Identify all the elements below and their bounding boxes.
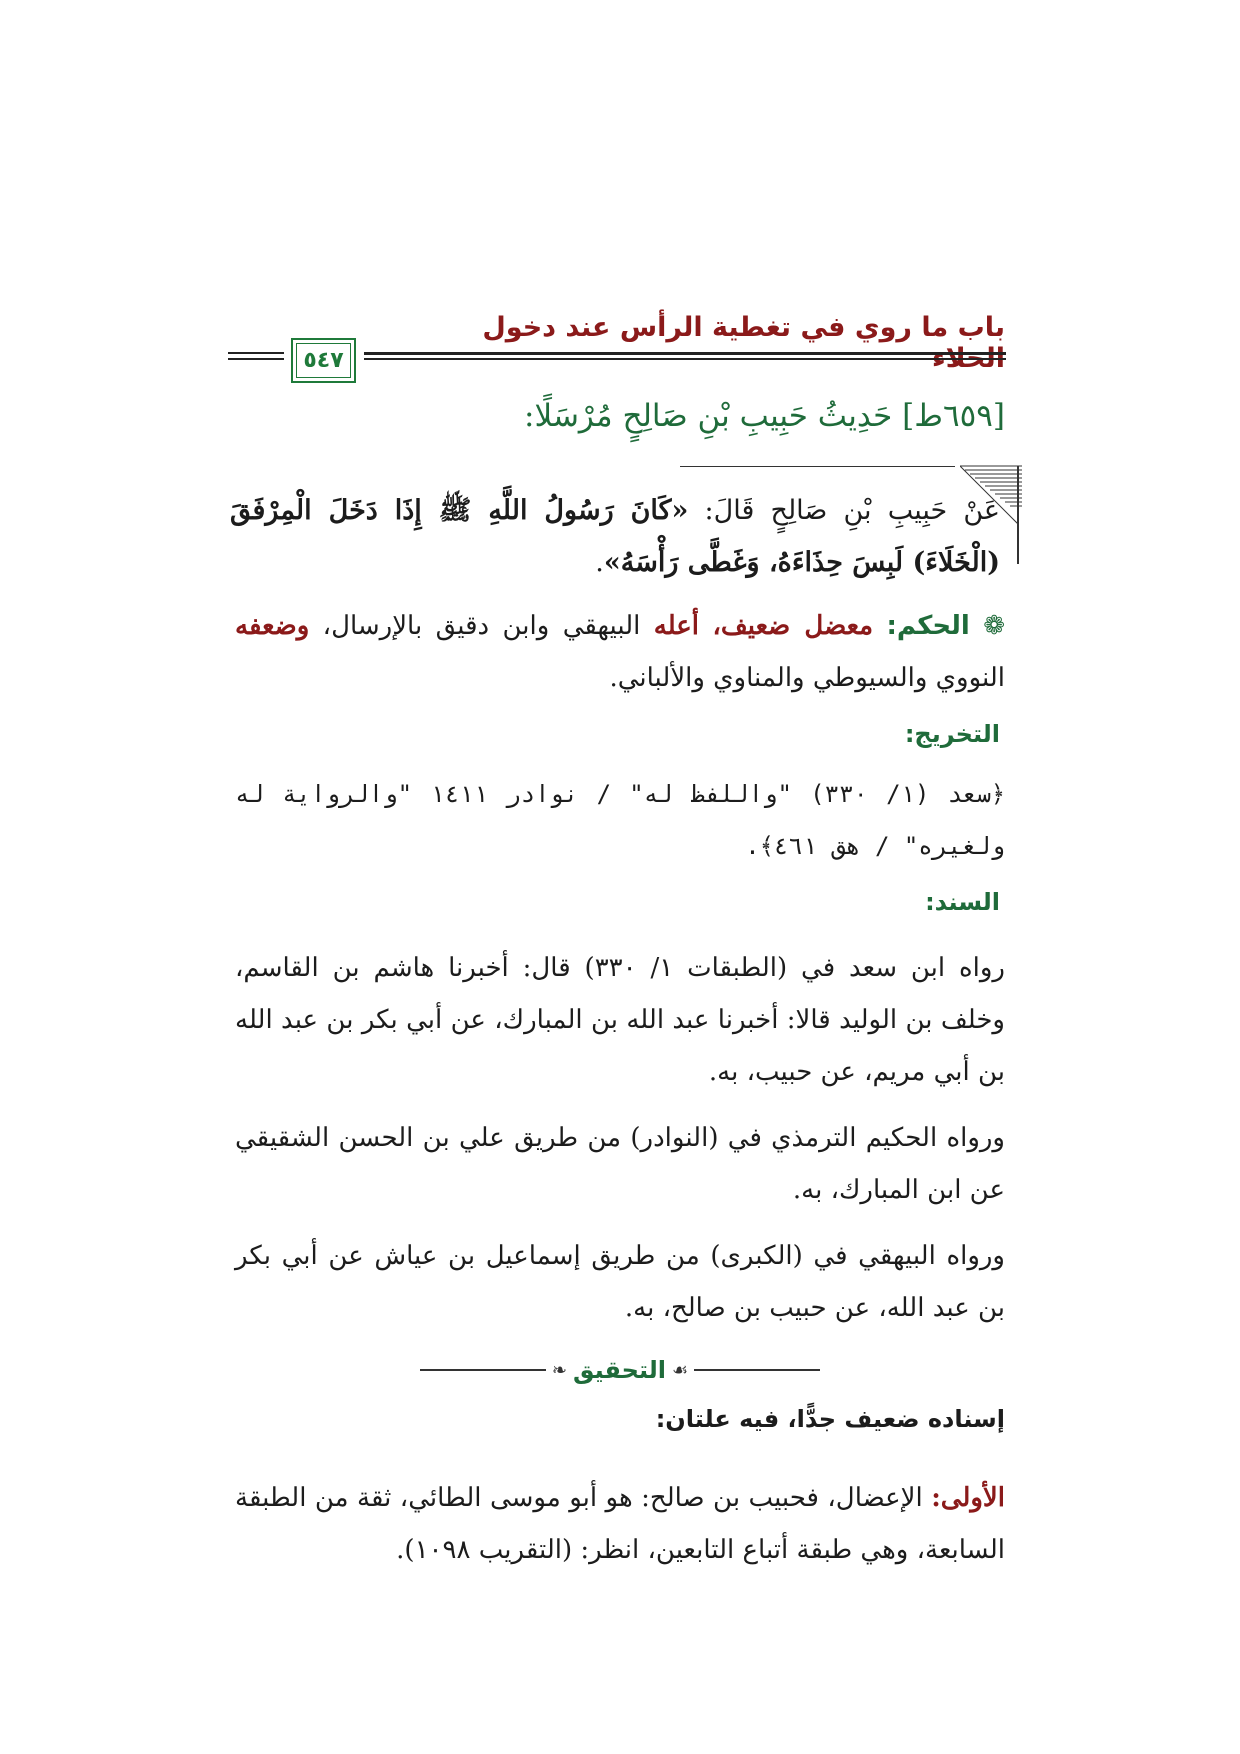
hadith-matn: «كَانَ رَسُولُ اللَّهِ ﷺ إِذَا دَخَلَ الْمِرْفَقَ (الْخَلَاءَ) لَبِسَ حِذَاءَهُ، وَغَطَّى رَأْسَهُ»: [230, 495, 1000, 578]
header-rule-top-left: [228, 352, 284, 354]
hadith-text: [230, 485, 1000, 589]
takhrij-text: ﴿سعد (١/ ٣٣٠) "واللفظ له" / نوادر ١٤١١ "والرواية له ولغيره" / هق ٤٦١﴾.: [235, 780, 1006, 860]
tahqiq-heading: التحقيق: [572, 1356, 666, 1384]
ruling-da3afahu: وضعفه: [235, 611, 310, 641]
ruling-verdict: معضل ضعيف،: [712, 611, 874, 641]
header-rule-top-right: [364, 352, 1006, 355]
divider-ornament-right-icon: ☙: [672, 1359, 689, 1381]
tahqiq-divider: [420, 1355, 820, 1385]
tahqiq-summary: إسناده ضعيف جدًّا، فيه علتان:: [655, 1405, 1005, 1433]
running-title: باب ما روي في تغطية الرأس عند دخول الخلاء: [482, 312, 1005, 374]
divider-ornament-left-icon: ❧: [551, 1359, 567, 1381]
header-rule-bottom-right: [364, 358, 1006, 360]
ruling-label: الحكم:: [886, 611, 970, 641]
takhrij-heading: التخريج:: [904, 720, 1000, 748]
header-rule-bottom-left: [228, 358, 284, 360]
hadith-intro: عَنْ حَبِيبِ بْنِ صَالِحٍ قَالَ:: [688, 495, 1000, 526]
hadith-rule: [680, 466, 955, 467]
page-number: ٥٤٧: [303, 348, 344, 373]
divider-line-right: [694, 1369, 820, 1371]
first-illness-text: الإعضال، فحبيب بن صالح: هو أبو موسى الطائي، ثقة من الطبقة السابعة، وهي طبقة أتباع التابعين، انظر: (التقريب ١٠٩٨).: [235, 1483, 1005, 1565]
sanad-paragraph-2: ورواه الحكيم الترمذي في (النوادر) من طريق علي بن الحسن الشقيقي عن ابن المبارك، به.: [235, 1123, 1005, 1205]
flower-ornament-icon: ❁: [983, 611, 1005, 641]
ruling-end: النووي والسيوطي والمناوي والألباني.: [609, 663, 1005, 693]
hadith-end: .: [595, 547, 604, 578]
first-illness-label: الأولى:: [931, 1483, 1005, 1513]
sanad-paragraph-3: ورواه البيهقي في (الكبرى) من طريق إسماعيل بن عياش عن أبي بكر بن عبد الله، عن حبيب بن صالح، به.: [235, 1241, 1005, 1323]
hadith-heading: [٦٥٩ط] حَدِيثُ حَبِيبِ بْنِ صَالِحٍ مُرْسَلًا:: [524, 398, 1005, 434]
divider-line-left: [420, 1369, 546, 1371]
ruling-a3alahu: أعله: [653, 611, 700, 641]
ruling-paragraph: [235, 600, 1005, 704]
sanad-paragraph-1: رواه ابن سعد في (الطبقات ١/ ٣٣٠) قال: أخبرنا هاشم بن القاسم، وخلف بن الوليد قالا: أخبرنا عبد الله بن المبارك، عن أبي بكر بن عبد الله بن أبي مريم، عن حبيب، به.: [235, 953, 1005, 1087]
first-illness-paragraph: [235, 1472, 1005, 1576]
sanad-heading: السند:: [925, 888, 1000, 916]
ruling-mid: البيهقي وابن دقيق بالإرسال،: [309, 611, 654, 641]
page-number-badge: [291, 338, 356, 383]
